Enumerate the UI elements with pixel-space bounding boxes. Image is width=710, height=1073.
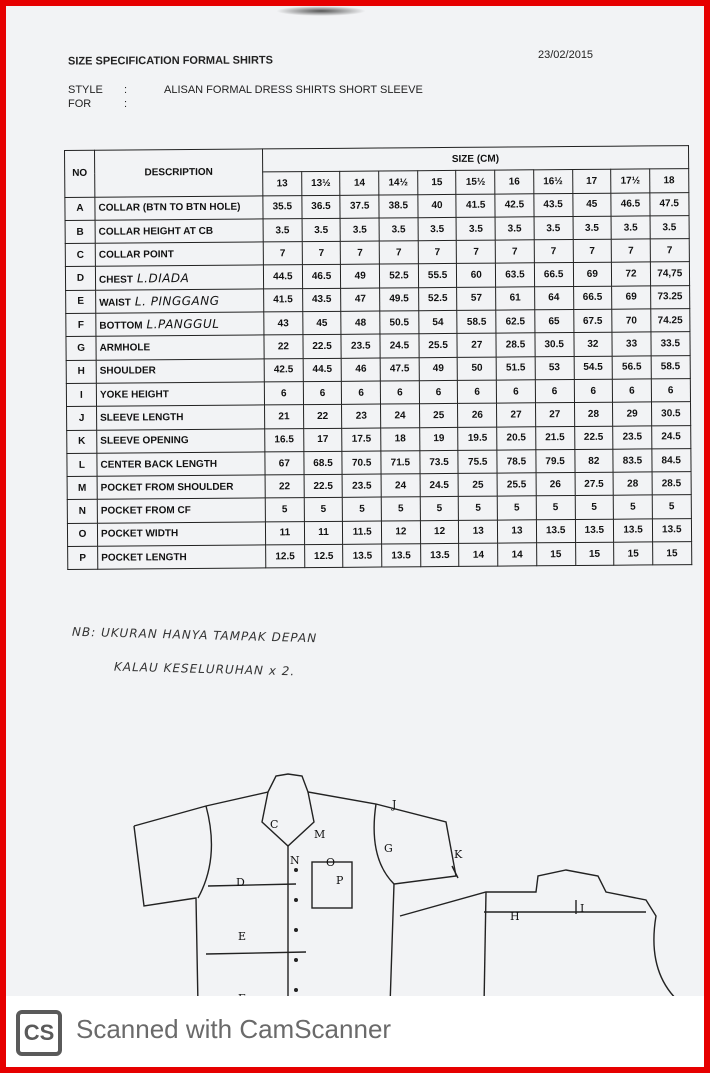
size-value-cell: 5 [381, 497, 420, 521]
size-value-cell: 13.5 [343, 544, 382, 568]
size-value-cell: 33.5 [651, 332, 690, 356]
handwritten-annotation: L.DIADA [136, 270, 190, 286]
size-value-cell: 5 [575, 496, 614, 520]
row-description-cell [95, 196, 263, 221]
size-value-cell: 3.5 [263, 219, 302, 243]
size-value-cell: 64 [534, 286, 573, 310]
size-value-cell: 12 [381, 520, 420, 544]
size-value-cell: 14 [459, 543, 498, 567]
size-value-cell: 11.5 [343, 521, 382, 545]
size-value-cell: 52.5 [418, 287, 457, 311]
size-value-cell: 27 [497, 403, 536, 427]
size-value-cell: 36.5 [302, 195, 341, 219]
size-value-cell: 29 [613, 402, 652, 426]
table-row [68, 542, 692, 570]
row-no: H [66, 360, 96, 384]
row-description: COLLAR (BTN TO BTN HOLE) [98, 201, 241, 214]
size-value-cell: 13.5 [652, 518, 691, 542]
size-value-cell: 28 [613, 472, 652, 496]
size-value-cell: 46 [342, 358, 381, 382]
size-value-cell: 13.5 [614, 519, 653, 543]
size-header-cell: 16 [495, 170, 534, 194]
size-value-cell: 62.5 [496, 310, 535, 334]
size-value-cell: 7 [418, 241, 457, 265]
size-value-cell: 6 [264, 382, 303, 406]
table-body [65, 192, 692, 570]
size-value-cell: 44.5 [263, 265, 302, 289]
size-header-cell: 15 [417, 171, 456, 195]
size-value-cell: 13.5 [536, 519, 575, 543]
for-colon: : [124, 98, 128, 110]
row-description-cell [97, 452, 265, 477]
size-value-cell: 83.5 [613, 449, 652, 473]
size-value-cell: 47.5 [650, 192, 689, 216]
row-description: POCKET FROM CF [100, 505, 191, 517]
size-value-cell: 44.5 [303, 358, 342, 382]
row-no: N [67, 500, 97, 524]
size-value-cell: 11 [304, 521, 343, 545]
size-value-cell: 22 [264, 335, 303, 359]
size-value-cell: 49 [419, 357, 458, 381]
label-e: E [238, 930, 247, 943]
left-sleeve-outline [134, 826, 198, 1006]
size-value-cell: 3.5 [534, 216, 573, 240]
size-value-cell: 46.5 [611, 192, 650, 216]
size-value-cell: 7 [457, 240, 496, 264]
row-description: YOKE HEIGHT [99, 388, 169, 401]
scan-shadow [276, 6, 366, 16]
label-m: M [314, 828, 326, 841]
size-value-cell: 19.5 [458, 427, 497, 451]
size-header-cell: 13½ [301, 172, 340, 196]
size-value-cell: 26 [536, 473, 575, 497]
document-title: SIZE SPECIFICATION FORMAL SHIRTS [67, 54, 273, 68]
row-description-cell [97, 405, 265, 430]
shirt-front-outline [134, 774, 456, 1006]
row-no: F [66, 313, 96, 337]
label-o: O [326, 856, 336, 869]
size-value-cell: 67.5 [573, 309, 612, 333]
size-header-cell: 16½ [533, 170, 572, 194]
row-description: CENTER BACK LENGTH [100, 458, 218, 471]
size-value-cell: 74.25 [651, 309, 690, 333]
size-value-cell: 13.5 [382, 544, 421, 568]
size-value-cell: 12.5 [266, 545, 305, 569]
row-description: SLEEVE OPENING [100, 435, 189, 447]
size-value-cell: 72 [612, 262, 651, 286]
row-no: M [67, 476, 97, 500]
size-value-cell: 73.5 [420, 450, 459, 474]
size-value-cell: 5 [265, 498, 304, 522]
label-j: J [392, 798, 397, 811]
size-value-cell: 74,75 [650, 262, 689, 286]
scanned-page [6, 6, 704, 1067]
size-spec-table-wrapper [64, 145, 691, 570]
size-value-cell: 25 [458, 473, 497, 497]
size-value-cell: 13 [498, 520, 537, 544]
size-header-cell: 15½ [456, 170, 495, 194]
shirt-diagram [6, 766, 704, 1006]
size-value-cell: 67 [265, 451, 304, 475]
size-value-cell: 13 [459, 520, 498, 544]
size-value-cell: 43.5 [302, 288, 341, 312]
size-value-cell: 79.5 [536, 449, 575, 473]
size-value-cell: 28.5 [496, 333, 535, 357]
size-value-cell: 5 [536, 496, 575, 520]
size-value-cell: 6 [535, 379, 574, 403]
handwritten-note-line2: KALAU KESELURUHAN x 2. [113, 659, 296, 679]
size-value-cell: 15 [536, 543, 575, 567]
size-value-cell: 49 [341, 265, 380, 289]
style-label: STYLE [68, 84, 103, 96]
label-k: K [454, 848, 463, 861]
size-value-cell: 3.5 [340, 218, 379, 242]
row-description-cell [96, 312, 264, 337]
size-value-cell: 22.5 [304, 474, 343, 498]
dim-d-line [208, 884, 296, 886]
size-value-cell: 69 [573, 263, 612, 287]
size-value-cell: 5 [652, 495, 691, 519]
header-description: DESCRIPTION [95, 149, 263, 197]
handwritten-note-line1: NB: UKURAN HANYA TAMPAK DEPAN [71, 624, 318, 646]
size-value-cell: 58.5 [651, 355, 690, 379]
size-value-cell: 12.5 [304, 544, 343, 568]
size-value-cell: 3.5 [302, 218, 341, 242]
size-value-cell: 45 [572, 193, 611, 217]
label-n: N [290, 854, 300, 867]
size-value-cell: 14 [498, 543, 537, 567]
size-value-cell: 73.25 [650, 285, 689, 309]
shirt-back-outline [400, 870, 684, 1006]
size-value-cell: 23 [342, 404, 381, 428]
size-value-cell: 7 [341, 241, 380, 265]
size-value-cell: 30.5 [651, 402, 690, 426]
size-value-cell: 7 [495, 240, 534, 264]
size-header-cell: 17 [572, 170, 611, 194]
size-value-cell: 3.5 [379, 218, 418, 242]
label-h: H [510, 910, 520, 923]
size-value-cell: 7 [302, 242, 341, 266]
row-no: P [68, 546, 98, 570]
size-value-cell: 30.5 [535, 333, 574, 357]
dim-e-line [206, 952, 306, 954]
header-size: SIZE (CM) [262, 146, 688, 173]
size-value-cell: 58.5 [457, 310, 496, 334]
size-value-cell: 5 [459, 497, 498, 521]
size-value-cell: 22.5 [574, 426, 613, 450]
size-value-cell: 17 [303, 428, 342, 452]
row-description: BOTTOM [99, 320, 143, 332]
size-value-cell: 47.5 [380, 357, 419, 381]
size-value-cell: 22.5 [303, 335, 342, 359]
size-value-cell: 60 [457, 264, 496, 288]
row-description-cell [98, 545, 266, 570]
camscanner-logo: CS [16, 1010, 62, 1056]
size-value-cell: 18 [381, 427, 420, 451]
size-value-cell: 13.5 [420, 543, 459, 567]
size-value-cell: 12 [420, 520, 459, 544]
button-5 [294, 988, 298, 992]
size-value-cell: 46.5 [302, 265, 341, 289]
size-value-cell: 78.5 [497, 450, 536, 474]
size-value-cell: 63.5 [496, 263, 535, 287]
size-value-cell: 82 [574, 449, 613, 473]
size-value-cell: 54 [419, 310, 458, 334]
row-description-cell [96, 382, 264, 407]
size-value-cell: 3.5 [495, 217, 534, 241]
size-value-cell: 5 [420, 497, 459, 521]
row-description: SLEEVE LENGTH [100, 411, 184, 424]
size-value-cell: 38.5 [379, 194, 418, 218]
size-value-cell: 7 [379, 241, 418, 265]
row-description-cell [96, 289, 264, 314]
size-value-cell: 25.5 [497, 473, 536, 497]
size-spec-table [64, 145, 692, 570]
row-no: E [66, 290, 96, 314]
row-description: SHOULDER [99, 365, 156, 378]
left-armhole [198, 806, 211, 898]
row-no: K [67, 430, 97, 454]
size-value-cell: 15 [652, 542, 691, 566]
handwritten-annotation: L. PINGGANG [134, 293, 220, 309]
size-value-cell: 5 [613, 495, 652, 519]
size-value-cell: 65 [535, 310, 574, 334]
size-value-cell: 6 [380, 381, 419, 405]
row-description-cell [95, 219, 263, 244]
size-value-cell: 50 [458, 357, 497, 381]
size-value-cell: 5 [497, 496, 536, 520]
size-value-cell: 47 [341, 288, 380, 312]
size-value-cell: 3.5 [611, 216, 650, 240]
style-line [68, 84, 423, 96]
size-value-cell: 27.5 [575, 472, 614, 496]
size-value-cell: 5 [343, 497, 382, 521]
size-value-cell: 26 [458, 403, 497, 427]
size-header-cell: 14½ [379, 171, 418, 195]
size-value-cell: 66.5 [534, 263, 573, 287]
size-value-cell: 33 [612, 332, 651, 356]
size-value-cell: 42.5 [495, 193, 534, 217]
size-header-cell: 14 [340, 171, 379, 195]
size-value-cell: 7 [263, 242, 302, 266]
size-value-cell: 43 [264, 312, 303, 336]
size-value-cell: 54.5 [574, 356, 613, 380]
size-value-cell: 6 [342, 381, 381, 405]
row-description-cell [97, 428, 265, 453]
for-label: FOR [68, 98, 92, 110]
size-value-cell: 7 [534, 240, 573, 264]
size-value-cell: 70 [612, 309, 651, 333]
size-value-cell: 15 [575, 542, 614, 566]
size-value-cell: 6 [651, 379, 690, 403]
label-c: C [270, 818, 279, 831]
size-value-cell: 27 [535, 403, 574, 427]
size-value-cell: 56.5 [612, 356, 651, 380]
size-value-cell: 7 [650, 239, 689, 263]
header-no: NO [65, 150, 95, 197]
label-d: D [236, 876, 245, 889]
camscanner-watermark-text: Scanned with CamScanner [76, 1014, 392, 1044]
size-value-cell: 28.5 [652, 472, 691, 496]
size-value-cell: 41.5 [264, 288, 303, 312]
size-value-cell: 17.5 [342, 428, 381, 452]
row-description-cell [95, 265, 263, 290]
row-description-cell [95, 242, 263, 267]
size-value-cell: 3.5 [573, 216, 612, 240]
row-no: D [65, 267, 95, 291]
size-value-cell: 24.5 [652, 425, 691, 449]
button-2 [294, 898, 298, 902]
size-value-cell: 5 [304, 498, 343, 522]
document-date: 23/02/2015 [538, 49, 594, 61]
size-value-cell: 42.5 [264, 358, 303, 382]
row-no: I [66, 383, 96, 407]
button-4 [294, 958, 298, 962]
row-description-cell [96, 335, 264, 360]
row-description-cell [96, 359, 264, 384]
row-description-cell [97, 522, 265, 547]
size-value-cell: 69 [612, 286, 651, 310]
for-line [68, 98, 164, 110]
size-value-cell: 6 [574, 379, 613, 403]
size-header-cell: 18 [650, 169, 689, 193]
style-value: ALISAN FORMAL DRESS SHIRTS SHORT SLEEVE [164, 84, 423, 96]
style-colon: : [124, 84, 128, 96]
size-value-cell: 24.5 [420, 474, 459, 498]
size-value-cell: 15 [614, 542, 653, 566]
size-value-cell: 57 [457, 287, 496, 311]
handwritten-annotation: L.PANGGUL [146, 317, 220, 332]
label-i: I [580, 902, 585, 915]
size-value-cell: 23.5 [342, 474, 381, 498]
size-value-cell: 52.5 [379, 264, 418, 288]
row-no: C [65, 243, 95, 267]
size-value-cell: 6 [458, 380, 497, 404]
size-header-cell: 13 [263, 172, 302, 196]
size-value-cell: 43.5 [534, 193, 573, 217]
size-value-cell: 66.5 [573, 286, 612, 310]
row-no: J [67, 407, 97, 431]
size-value-cell: 51.5 [496, 356, 535, 380]
row-description: POCKET LENGTH [101, 551, 187, 564]
size-value-cell: 16.5 [265, 428, 304, 452]
camscanner-footer [6, 996, 704, 1067]
button-1 [294, 868, 298, 872]
size-value-cell: 49.5 [380, 288, 419, 312]
size-value-cell: 23.5 [613, 425, 652, 449]
size-value-cell: 22 [303, 405, 342, 429]
row-description-cell [97, 498, 265, 523]
size-value-cell: 68.5 [304, 451, 343, 475]
size-value-cell: 70.5 [342, 451, 381, 475]
size-value-cell: 61 [496, 287, 535, 311]
size-value-cell: 3.5 [650, 215, 689, 239]
size-value-cell: 48 [341, 311, 380, 335]
size-value-cell: 24 [381, 404, 420, 428]
row-description-cell [97, 475, 265, 500]
size-value-cell: 6 [496, 380, 535, 404]
size-value-cell: 24.5 [380, 334, 419, 358]
size-value-cell: 40 [418, 194, 457, 218]
size-value-cell: 84.5 [652, 448, 691, 472]
size-value-cell: 13.5 [575, 519, 614, 543]
row-description: POCKET WIDTH [100, 528, 179, 541]
row-no: B [65, 220, 95, 244]
size-value-cell: 7 [611, 239, 650, 263]
size-value-cell: 6 [613, 379, 652, 403]
size-value-cell: 23.5 [341, 334, 380, 358]
size-value-cell: 21.5 [535, 426, 574, 450]
size-value-cell: 35.5 [263, 195, 302, 219]
size-value-cell: 25.5 [419, 334, 458, 358]
row-no: L [67, 453, 97, 477]
size-value-cell: 19 [419, 427, 458, 451]
size-value-cell: 7 [573, 239, 612, 263]
size-value-cell: 41.5 [456, 194, 495, 218]
size-value-cell: 6 [303, 381, 342, 405]
size-value-cell: 55.5 [418, 264, 457, 288]
size-value-cell: 71.5 [381, 451, 420, 475]
size-value-cell: 22 [265, 475, 304, 499]
size-value-cell: 24 [381, 474, 420, 498]
row-description: COLLAR HEIGHT AT CB [98, 225, 214, 238]
size-value-cell: 45 [302, 311, 341, 335]
row-no: O [67, 523, 97, 547]
button-3 [294, 928, 298, 932]
size-value-cell: 20.5 [497, 426, 536, 450]
size-header-cell: 17½ [611, 169, 650, 193]
size-value-cell: 3.5 [456, 217, 495, 241]
size-value-cell: 28 [574, 402, 613, 426]
row-description: CHEST [98, 274, 133, 286]
row-no: A [65, 197, 95, 221]
size-value-cell: 3.5 [418, 217, 457, 241]
row-description: COLLAR POINT [98, 248, 174, 261]
back-side-line [484, 892, 486, 1006]
size-value-cell: 53 [535, 356, 574, 380]
size-value-cell: 75.5 [458, 450, 497, 474]
size-value-cell: 6 [419, 380, 458, 404]
size-value-cell: 11 [265, 521, 304, 545]
label-p: P [336, 874, 344, 887]
size-value-cell: 25 [419, 404, 458, 428]
size-value-cell: 32 [573, 333, 612, 357]
row-description: WAIST [99, 297, 131, 309]
row-description: POCKET FROM SHOULDER [100, 481, 234, 494]
row-description: ARMHOLE [99, 342, 151, 354]
size-value-cell: 21 [265, 405, 304, 429]
label-g: G [384, 842, 393, 855]
size-value-cell: 50.5 [380, 311, 419, 335]
size-value-cell: 27 [457, 333, 496, 357]
size-value-cell: 37.5 [340, 195, 379, 219]
row-no: G [66, 337, 96, 361]
